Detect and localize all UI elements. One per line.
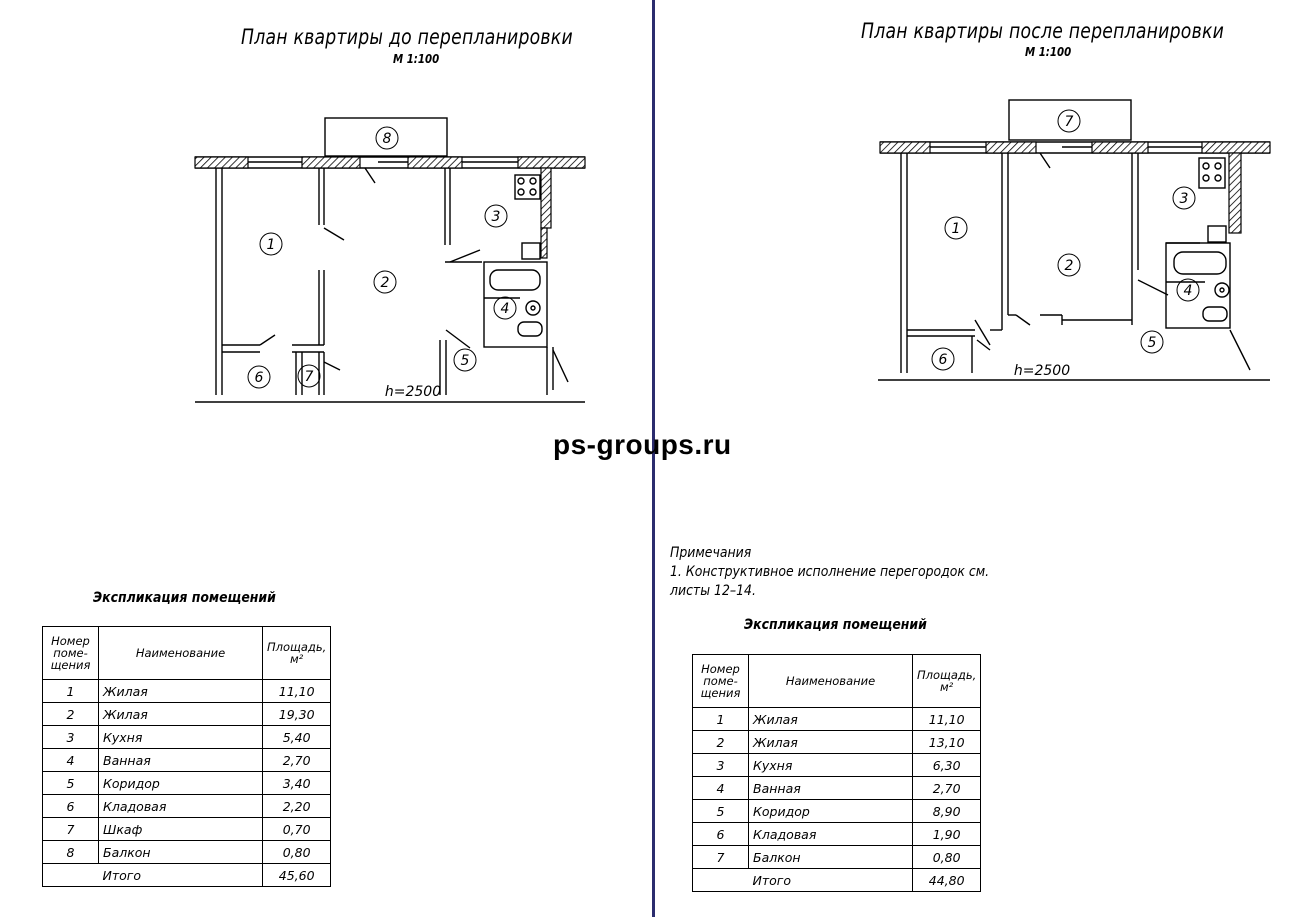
table-row: 5 Коридор 8,90 — [693, 800, 981, 823]
room-label: 6 — [938, 352, 948, 368]
room-label: 3 — [1179, 191, 1189, 207]
notes-line-1: 1. Конструктивное исполнение перегородок см. — [670, 564, 990, 580]
room-label: 2 — [1064, 258, 1074, 274]
header-name: Наименование — [749, 655, 913, 708]
header-num: Номер поме- щения — [43, 627, 99, 680]
header-area: Площадь, м² — [913, 655, 981, 708]
room-label: 2 — [380, 275, 390, 291]
right-floor-plan — [870, 95, 1290, 395]
room-label: 3 — [491, 209, 501, 225]
header-name: Наименование — [99, 627, 263, 680]
notes-heading: Примечания — [670, 545, 752, 561]
left-floor-plan — [185, 110, 595, 410]
room-label: 7 — [304, 369, 314, 385]
notes-block — [670, 544, 989, 601]
notes-line-2: листы 12–14. — [670, 583, 756, 599]
right-plan-title: План квартиры после перепланировки — [861, 19, 1225, 43]
left-plan-title: План квартиры до перепланировки — [241, 25, 573, 49]
table-total-row: Итого 44,80 — [693, 869, 981, 892]
table-row: 1 Жилая 11,10 — [693, 708, 981, 731]
room-label: 4 — [500, 301, 510, 317]
room-label: 1 — [951, 221, 961, 237]
table-row: 2 Жилая 13,10 — [693, 731, 981, 754]
table-row: 8 Балкон 0,80 — [43, 841, 331, 864]
room-label: 8 — [382, 131, 392, 147]
table-row: 3 Кухня 5,40 — [43, 726, 331, 749]
ceiling-height-label: h=2500 — [384, 384, 442, 400]
right-explication-table — [692, 654, 981, 892]
table-row: 1 Жилая 11,10 — [43, 680, 331, 703]
ceiling-height-label: h=2500 — [1013, 363, 1071, 379]
left-explication-title: Экспликация помещений — [93, 590, 276, 606]
room-label: 5 — [1147, 335, 1157, 351]
site-name: ps-groups.ru — [553, 429, 732, 460]
table-header-row — [43, 627, 331, 680]
table-row: 5 Коридор 3,40 — [43, 772, 331, 795]
right-plan-scale: М 1:100 — [1025, 45, 1072, 59]
table-row: 6 Кладовая 1,90 — [693, 823, 981, 846]
table-row: 2 Жилая 19,30 — [43, 703, 331, 726]
table-total-row: Итого 45,60 — [43, 864, 331, 887]
room-label: 5 — [460, 353, 470, 369]
table-header-row — [693, 655, 981, 708]
header-area: Площадь, м² — [263, 627, 331, 680]
table-row: 7 Шкаф 0,70 — [43, 818, 331, 841]
room-label: 4 — [1183, 283, 1193, 299]
room-label: 1 — [266, 237, 276, 253]
table-row: 4 Ванная 2,70 — [43, 749, 331, 772]
table-row: 7 Балкон 0,80 — [693, 846, 981, 869]
table-row: 4 Ванная 2,70 — [693, 777, 981, 800]
table-row: 3 Кухня 6,30 — [693, 754, 981, 777]
room-label: 7 — [1064, 114, 1074, 130]
table-row: 6 Кладовая 2,20 — [43, 795, 331, 818]
left-plan-scale: М 1:100 — [393, 52, 440, 66]
right-explication-title: Экспликация помещений — [744, 617, 927, 633]
room-label: 6 — [254, 370, 264, 386]
left-explication-table — [42, 626, 331, 887]
header-num: Номер поме- щения — [693, 655, 749, 708]
